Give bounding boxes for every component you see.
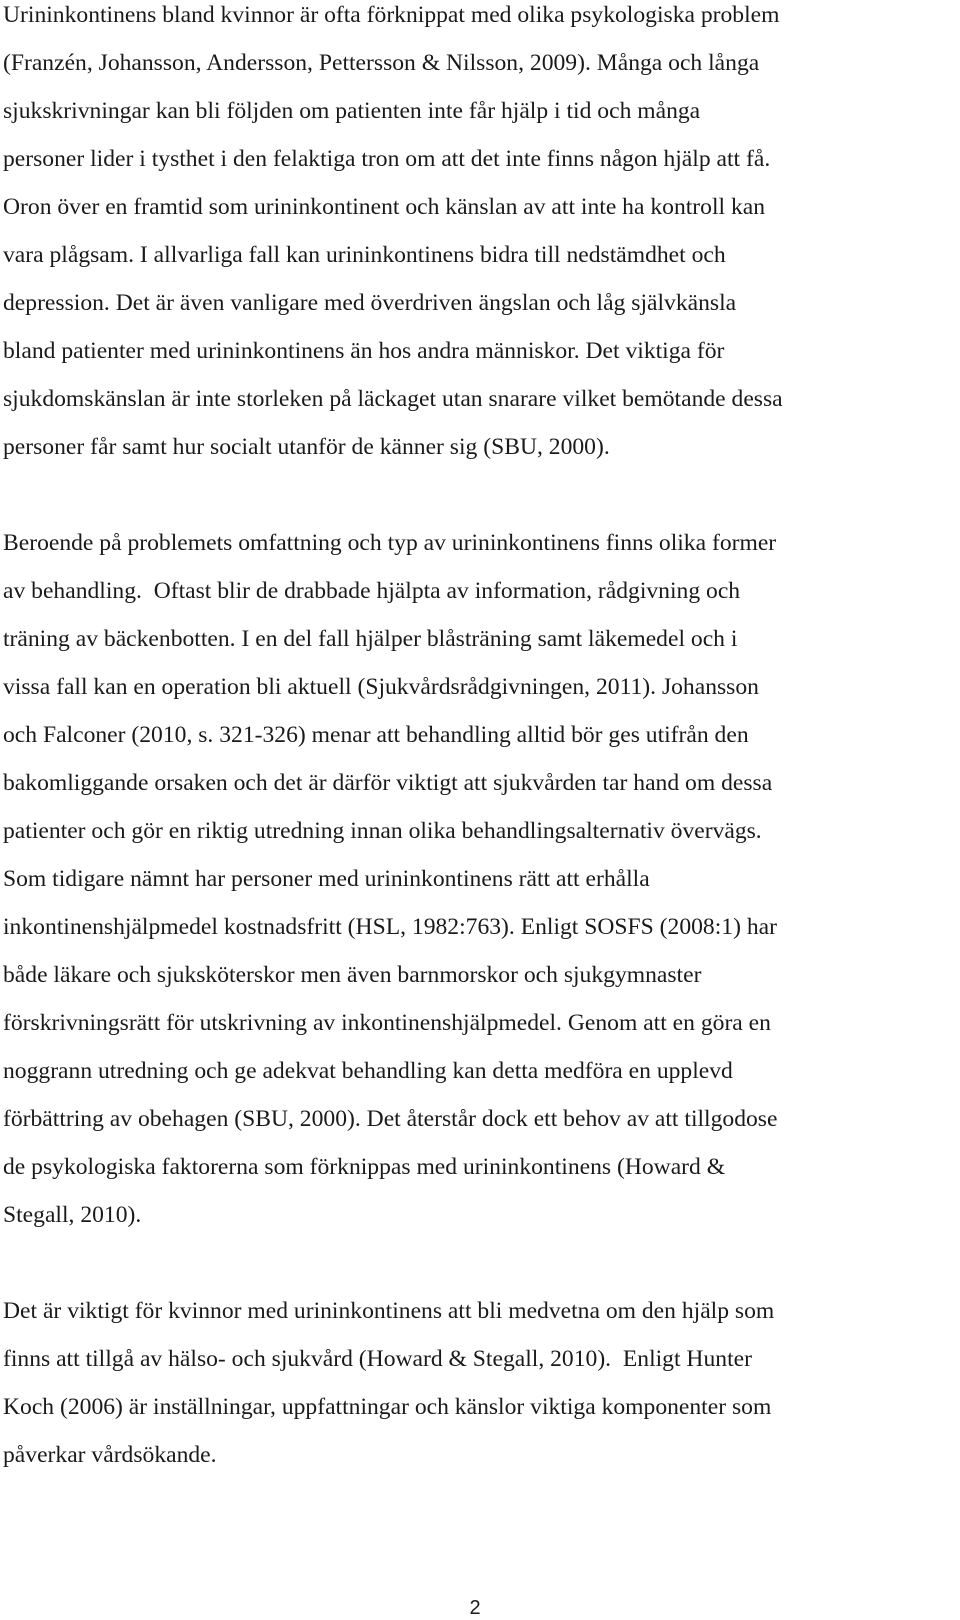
paragraph-1-line-1: Urininkontinens bland kvinnor är ofta förknippat med olika psykologiska problem [3, 2, 780, 28]
paragraph-2-line-14: de psykologiska faktorerna som förknippas med urininkontinens (Howard & [3, 1154, 726, 1180]
paragraph-2-line-7: patienter och gör en riktig utredning innan olika behandlingsalternativ övervägs. [3, 818, 762, 844]
paragraph-2-line-11: förskrivningsrätt för utskrivning av inkontinenshjälpmedel. Genom att en göra en [3, 1010, 771, 1036]
page-number: 2 [469, 1597, 481, 1619]
paragraph-2-line-10: både läkare och sjuksköterskor men även barnmorskor och sjukgymnaster [3, 962, 702, 988]
paragraph-1-line-10: personer får samt hur socialt utanför de känner sig (SBU, 2000). [3, 434, 610, 460]
paragraph-3-line-1: Det är viktigt för kvinnor med urininkontinens att bli medvetna om den hjälp som [3, 1298, 775, 1324]
paragraph-2-line-3: träning av bäckenbotten. I en del fall hjälper blåsträning samt läkemedel och i [3, 626, 738, 652]
paragraph-1-line-6: vara plågsam. I allvarliga fall kan urininkontinens bidra till nedstämdhet och [3, 242, 726, 268]
paragraph-2-line-6: bakomliggande orsaken och det är därför viktigt att sjukvården tar hand om dessa [3, 770, 773, 796]
paragraph-2-line-4: vissa fall kan en operation bli aktuell (Sjukvårdsrådgivningen, 2011). Johansson [3, 674, 759, 700]
paragraph-2-line-8: Som tidigare nämnt har personer med urininkontinens rätt att erhålla [3, 866, 650, 892]
paragraph-2-line-12: noggrann utredning och ge adekvat behandling kan detta medföra en upplevd [3, 1058, 733, 1084]
paragraph-3-line-4: påverkar vårdsökande. [3, 1442, 217, 1468]
paragraph-1-line-5: Oron över en framtid som urininkontinent och känslan av att inte ha kontroll kan [3, 194, 766, 220]
paragraph-3-line-3: Koch (2006) är inställningar, uppfattningar och känslor viktiga komponenter som [3, 1394, 772, 1420]
paragraph-1-line-8: bland patienter med urininkontinens än hos andra människor. Det viktiga för [3, 338, 725, 364]
paragraph-2-line-1: Beroende på problemets omfattning och typ av urininkontinens finns olika former [3, 530, 777, 556]
paragraph-1-line-2: (Franzén, Johansson, Andersson, Pettersson & Nilsson, 2009). Många och långa [3, 50, 760, 76]
paragraph-2-line-2: av behandling. Oftast blir de drabbade hjälpta av information, rådgivning och [3, 578, 741, 604]
paragraph-2-line-15: Stegall, 2010). [3, 1202, 142, 1228]
paragraph-3-line-2: finns att tillgå av hälso- och sjukvård (Howard & Stegall, 2010). Enligt Hunter [3, 1346, 752, 1372]
paragraph-1-line-3: sjukskrivningar kan bli följden om patienten inte får hjälp i tid och många [3, 98, 701, 124]
paragraph-1-line-9: sjukdomskänslan är inte storleken på läckaget utan snarare vilket bemötande dessa [3, 386, 783, 412]
paragraph-2-line-13: förbättring av obehagen (SBU, 2000). Det återstår dock ett behov av att tillgodose [3, 1106, 778, 1132]
paragraph-1-line-4: personer lider i tysthet i den felaktiga tron om att det inte finns någon hjälp att få. [3, 146, 771, 172]
paragraph-2-line-5: och Falconer (2010, s. 321-326) menar att behandling alltid bör ges utifrån den [3, 722, 749, 748]
paragraph-1-line-7: depression. Det är även vanligare med överdriven ängslan och låg självkänsla [3, 290, 737, 316]
paragraph-2-line-9: inkontinenshjälpmedel kostnadsfritt (HSL, 1982:763). Enligt SOSFS (2008:1) har [3, 914, 777, 940]
